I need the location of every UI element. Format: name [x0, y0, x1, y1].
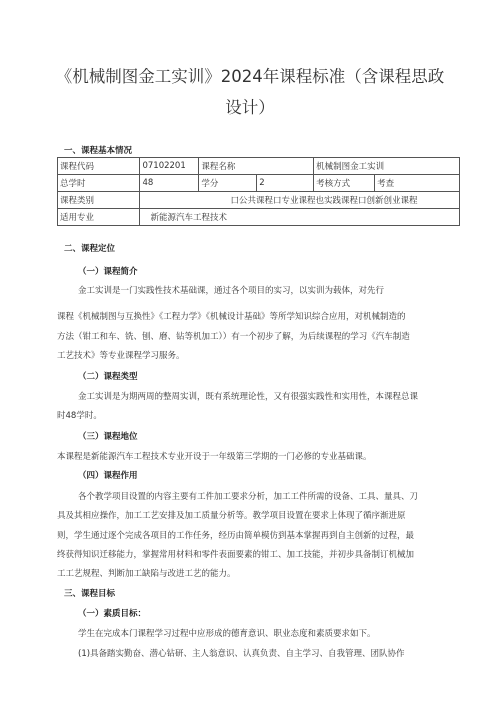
hours-value: 48 — [140, 175, 199, 192]
design-para-2: 具及其相应操作，加工工艺安排及加工质量分析等。教学项目设置在要求上体现了循序渐进原 — [57, 511, 406, 521]
intro-para-1: 金工实训是一门实践性技术基础课，通过各个项目的实习，以实训为载体，对先行 — [78, 286, 385, 296]
hours-label: 总学时 — [58, 175, 140, 192]
name-value: 机械制图金工实训 — [314, 158, 460, 175]
quality-item-1: (1)具备踏实勤奋、潜心钻研、主人翁意识、认真负责、自主学习、自我管理、团队协作 — [78, 649, 405, 659]
credit-label: 学分 — [199, 175, 257, 192]
section-2-heading: 二、课程定位 — [64, 244, 116, 254]
position-para-1: 本课程是新能源汽车工程技术专业开设于一年级第三学期的一门必修的专业基础课。 — [57, 452, 372, 462]
type-para-1: 金工实训是为期两周的整周实训，既有系统理论性，又有很强实践性和实用性，本课程总课 — [78, 392, 419, 402]
quality-heading: （一）素质目标： — [78, 609, 147, 619]
design-para-4: 终获得知识迁移能力，掌握常用材料和零件表面要素的钳工、加工技能，并初步具备制订机械加 — [57, 550, 415, 560]
design-para-1: 各个教学项目设置的内容主要有工件加工要求分析，加工工件所需的设备、工具、量具、刀 — [78, 492, 419, 502]
document-title — [40, 62, 460, 122]
title-line-1: 《机械制图金工实训》2024年课程标准（含课程思政 — [55, 67, 445, 86]
design-para-5: 工工艺规程、判断加工缺陷与改进工艺的能力。 — [57, 569, 236, 579]
category-label: 课程类别 — [58, 192, 140, 209]
category-value: 口公共课程口专业课程也实践课程口创新创业课程 — [140, 192, 460, 209]
exam-label: 考核方式 — [314, 175, 375, 192]
exam-value: 考查 — [375, 175, 460, 192]
table-row — [58, 209, 460, 226]
type-para-2: 时48学时。 — [57, 411, 102, 421]
section-3-heading: 三、课程目标 — [64, 589, 116, 599]
intro-heading: （一）课程简介 — [78, 267, 138, 277]
intro-para-2a: 课程《机械制图与互换性》《工程力学》《机械设计基础》等所学知识综合应用，对机械制造的 — [57, 312, 406, 322]
quality-para-1: 学生在完成本门课程学习过程中应形成的德育意识、职业态度和素质要求如下。 — [78, 629, 376, 639]
intro-para-2c: 工艺技术》等专业课程学习服务。 — [57, 351, 185, 361]
table-row — [58, 158, 460, 175]
credit-value: 2 — [257, 175, 314, 192]
position-heading: （三）课程地位 — [78, 432, 138, 442]
design-para-3: 则，学生通过逐个完成各项目的工作任务，经历由简单模仿到基本掌握再到自主创新的过程，最 — [57, 531, 415, 541]
course-info-table — [57, 157, 460, 226]
table-row — [58, 175, 460, 192]
intro-para-2b: 方法（钳工和车、铣、刨、磨、钻等机加工））有一个初步了解，为后续课程的学习《汽车制造 — [57, 332, 410, 342]
major-value: 新能源汽车工程技术 — [140, 209, 460, 226]
title-line-2: 设计） — [225, 98, 275, 117]
section-1-heading: 一、课程基本情况 — [64, 146, 133, 156]
name-label: 课程名称 — [199, 158, 314, 175]
table-row — [58, 192, 460, 209]
code-value: 07102201 — [140, 158, 199, 175]
code-label: 课程代码 — [58, 158, 140, 175]
design-heading: （四）课程作用 — [78, 471, 138, 481]
major-label: 适用专业 — [58, 209, 140, 226]
type-heading: （二）课程类型 — [78, 372, 138, 382]
